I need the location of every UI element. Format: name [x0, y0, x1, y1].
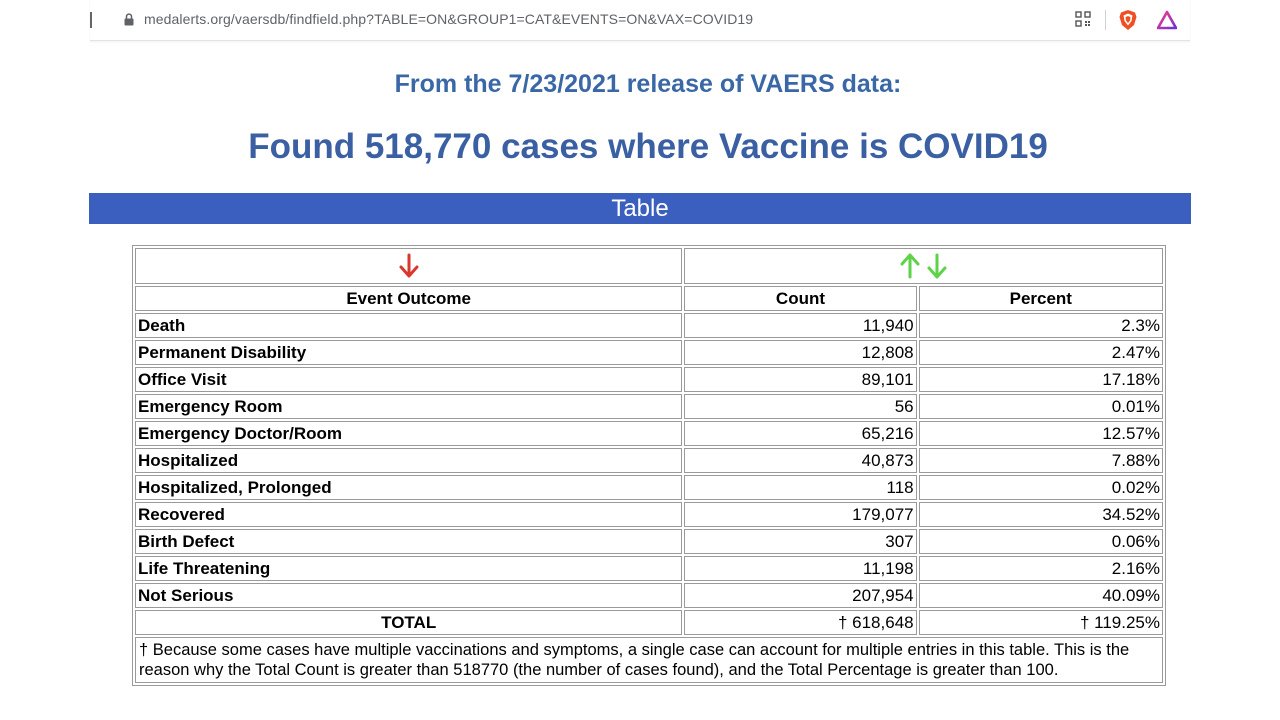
count-cell: 118	[684, 475, 916, 500]
percent-cell: 0.02%	[919, 475, 1163, 500]
total-row	[135, 610, 1163, 635]
outcome-cell: Emergency Room	[135, 394, 682, 419]
percent-cell: 0.01%	[919, 394, 1163, 419]
header-count: Count	[684, 286, 916, 311]
outcome-sort-cell[interactable]	[135, 248, 682, 284]
outcome-cell: Death	[135, 313, 682, 338]
vaers-results-table	[132, 245, 1166, 686]
percent-cell: 12.57%	[919, 421, 1163, 446]
outcome-cell: Birth Defect	[135, 529, 682, 554]
outcome-cell: Not Serious	[135, 583, 682, 608]
total-percent: † 119.25%	[919, 610, 1163, 635]
outcome-cell: Office Visit	[135, 367, 682, 392]
outcome-cell: Permanent Disability	[135, 340, 682, 365]
url-text[interactable]: medalerts.org/vaersdb/findfield.php?TABLE=ON&GROUP1=CAT&EVENTS=ON&VAX=COVID19	[144, 11, 754, 27]
percent-cell: 17.18%	[919, 367, 1163, 392]
release-heading: From the 7/23/2021 release of VAERS data:	[394, 70, 902, 98]
sort-up-green-icon[interactable]	[899, 252, 921, 280]
toolbar-edge	[90, 12, 92, 28]
found-cases-heading: Found 518,770 cases where Vaccine is COVID19	[248, 127, 1048, 166]
table-row	[135, 475, 1163, 500]
count-cell: 89,101	[684, 367, 916, 392]
table-row	[135, 556, 1163, 581]
table-row	[135, 448, 1163, 473]
count-cell: 11,198	[684, 556, 916, 581]
percent-cell: 7.88%	[919, 448, 1163, 473]
table-row	[135, 367, 1163, 392]
count-cell: 179,077	[684, 502, 916, 527]
sort-down-red-icon[interactable]	[399, 253, 419, 279]
count-cell: 11,940	[684, 313, 916, 338]
table-row	[135, 529, 1163, 554]
count-cell: 40,873	[684, 448, 916, 473]
header-event-outcome: Event Outcome	[135, 286, 682, 311]
brave-shield-icon[interactable]	[1118, 9, 1138, 31]
sort-down-green-icon[interactable]	[926, 252, 948, 280]
table-row	[135, 583, 1163, 608]
percent-cell: 0.06%	[919, 529, 1163, 554]
count-cell: 56	[684, 394, 916, 419]
outcome-cell: Life Threatening	[135, 556, 682, 581]
outcome-cell: Recovered	[135, 502, 682, 527]
percent-cell: 2.3%	[919, 313, 1163, 338]
percent-cell: 34.52%	[919, 502, 1163, 527]
total-count: † 618,648	[684, 610, 916, 635]
outcome-cell: Emergency Doctor/Room	[135, 421, 682, 446]
count-cell: 207,954	[684, 583, 916, 608]
total-label: TOTAL	[135, 610, 682, 635]
table-body	[135, 313, 1163, 608]
percent-cell: 2.47%	[919, 340, 1163, 365]
footnote-row	[135, 637, 1163, 683]
outcome-cell: Hospitalized	[135, 448, 682, 473]
percent-cell: 2.16%	[919, 556, 1163, 581]
table-row	[135, 313, 1163, 338]
sort-row	[135, 248, 1163, 284]
header-percent: Percent	[919, 286, 1163, 311]
table-row	[135, 394, 1163, 419]
lock-icon[interactable]	[124, 13, 134, 26]
count-sort-cell[interactable]	[684, 248, 1163, 284]
qr-code-icon[interactable]	[1075, 11, 1091, 27]
percent-cell: 40.09%	[919, 583, 1163, 608]
count-cell: 65,216	[684, 421, 916, 446]
header-row	[135, 286, 1163, 311]
outcome-cell: Hospitalized, Prolonged	[135, 475, 682, 500]
table-row	[135, 502, 1163, 527]
count-cell: 12,808	[684, 340, 916, 365]
address-bar[interactable]	[90, 0, 1190, 41]
toolbar-divider	[1105, 10, 1106, 30]
count-cell: 307	[684, 529, 916, 554]
table-row	[135, 340, 1163, 365]
table-row	[135, 421, 1163, 446]
footnote-text: † Because some cases have multiple vaccinations and symptoms, a single case can account for multiple entries in this table. This is the reason why the Total Count is greater than 518770 (the number of cases found), and the Total Percentage is greater than 100.	[135, 637, 1163, 683]
table-band: Table	[89, 193, 1191, 224]
brave-rewards-icon[interactable]	[1157, 10, 1177, 30]
